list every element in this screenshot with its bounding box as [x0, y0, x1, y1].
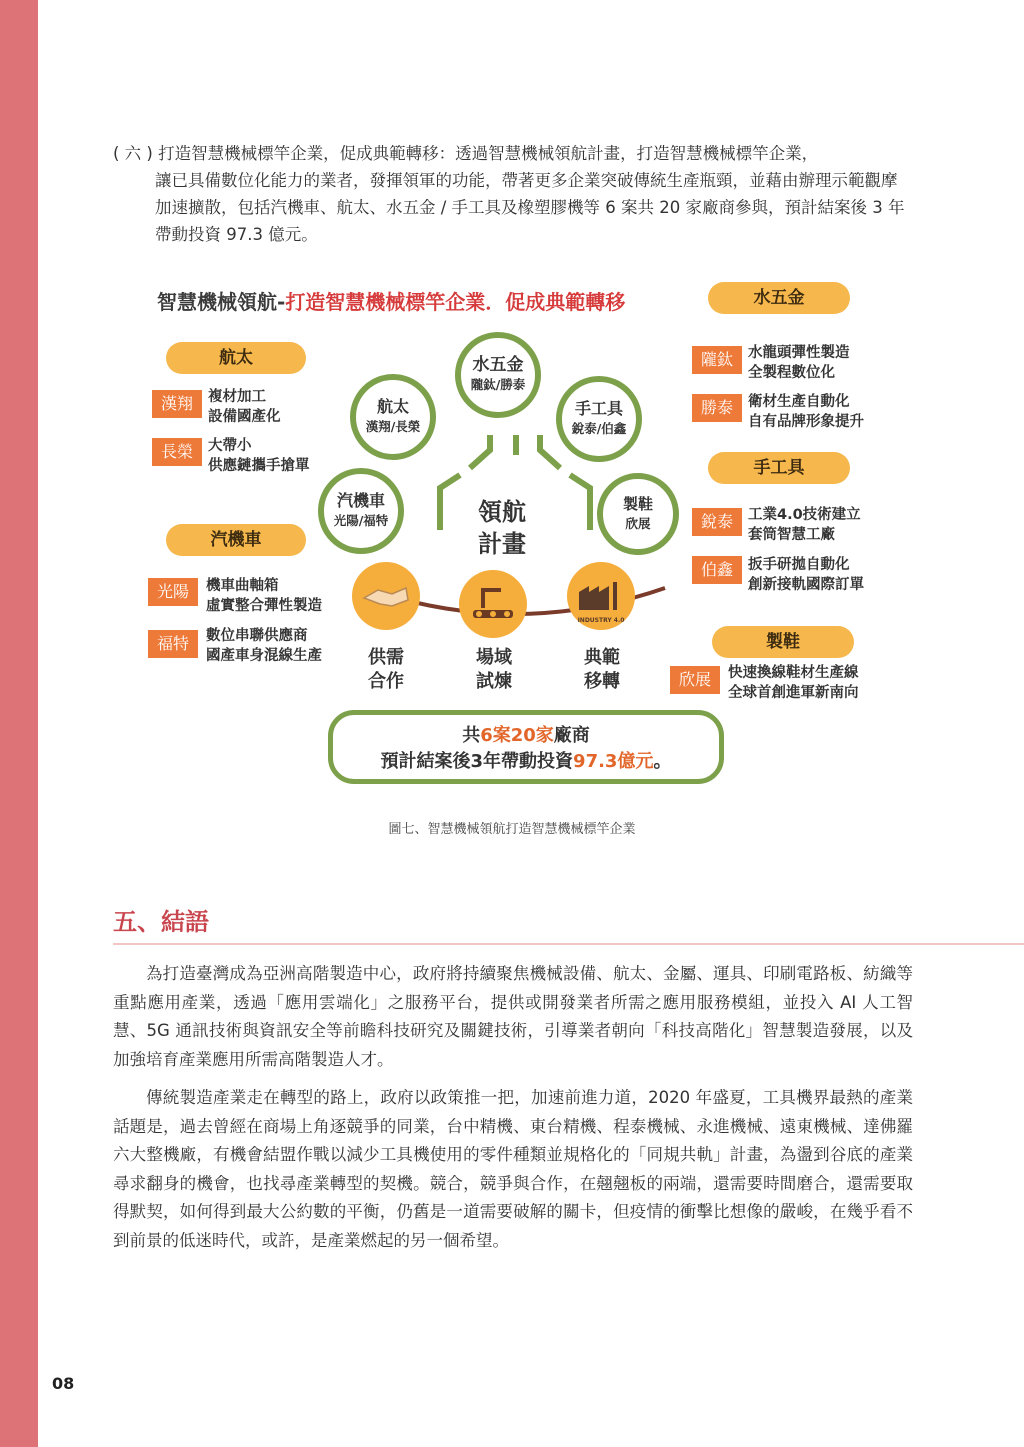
side-color-bar: [0, 0, 38, 1447]
desc-xinzhan: 快速換線鞋材生產線 全球首創進軍新南向: [728, 665, 859, 701]
group-pill-hardware: 水五金: [708, 282, 850, 314]
conclusion-paragraph-1: 為打造臺灣成為亞洲高階製造中心，政府將持續聚焦機械設備、航太、金屬、運具、印刷電路板、紡織等重點應用產業，透過「應用雲端化」之服務平台，提供或開發業者所需之應用服務模組，並投入 AI 人工智慧、5G 通訊技術與資訊安全等前瞻科技研究及關鍵技術，引導業者朝向「科技高階化」智慧製造發展，以及加強培育產業應用所需高階製造人才。: [113, 964, 913, 1069]
handshake-icon: [352, 562, 420, 630]
tag-ruitai: 銳泰: [692, 508, 742, 536]
tag-kymco: 光陽: [148, 578, 198, 606]
ring-hardware: 水五金 隴鈦/勝泰: [455, 332, 541, 418]
section-6-lead: ( 六 ) 打造智慧機械標竿企業，促成典範轉移：透過智慧機械領航計畫，打造智慧機械標竿企業，: [113, 144, 819, 163]
desc-evergreen: 大帶小 供應鏈攜手搶單: [208, 438, 310, 474]
tag-xinzhan: 欣展: [670, 666, 720, 694]
label-model-transfer: 典範 移轉: [584, 647, 620, 692]
svg-text:INDUSTRY 4.0: INDUSTRY 4.0: [577, 617, 625, 624]
label-field-trial: 場域 試煉: [476, 647, 512, 692]
ring-automotive: 汽機車 光陽/福特: [318, 468, 404, 554]
section-6-paragraph: [113, 140, 913, 248]
tag-evergreen: 長榮: [152, 438, 202, 466]
conclusion-paragraph-2: 傳統製造產業走在轉型的路上，政府以政策推一把，加速前進力道，2020 年盛夏，工具機界最熱的產業話題是，過去曾經在商場上角逐競爭的同業，台中精機、東台精機、程泰機械、永進機械、遠東機械、達佛羅六大整機廠，有機會結盟作戰以減少工具機使用的零件種類並規格化的「同規共軌」計畫，為盪到谷底的產業尋求翻身的機會，也找尋產業轉型的契機。競合，競爭與合作，在翹翹板的兩端，還需要時間磨合，還需要取得默契，如何得到最大公約數的平衡，仍舊是一道需要破解的關卡，但疫情的衝擊比想像的嚴峻，在幾乎看不到前景的低迷時代，或許，是產業燃起的另一個希望。: [113, 1088, 913, 1250]
section-divider: [113, 943, 1024, 945]
desc-ford: 數位串聯供應商 國產車身混線生產: [206, 628, 322, 664]
group-pill-automotive: 汽機車: [166, 524, 306, 556]
section-6-body: 讓已具備數位化能力的業者，發揮領軍的功能，帶著更多企業突破傳統生產瓶頸，並藉由辦理示範觀摩加速擴散，包括汽機車、航太、水五金 / 手工具及橡塑膠機等 6 案共 20 家廠商參與，預計結案後 3 年帶動投資 97.3 億元。: [155, 171, 905, 244]
center-label: 領航 計畫: [478, 498, 526, 558]
tag-shengtai: 勝泰: [692, 394, 742, 422]
page-number: 08: [52, 1374, 75, 1393]
group-pill-aerospace: 航太: [166, 342, 306, 374]
ring-footwear: 製鞋 欣展: [597, 473, 679, 555]
figure-title: 智慧機械領航-打造智慧機械標竿企業．促成典範轉移: [157, 290, 626, 314]
desc-hanxiang: 複材加工 設備國產化: [208, 389, 281, 425]
desc-kymco: 機車曲軸箱 虛實整合彈性製造: [206, 578, 322, 614]
label-supply-cooperation: 供需 合作: [368, 647, 404, 692]
tag-hanxiang: 漢翔: [152, 390, 202, 418]
desc-shengtai: 衛材生產自動化 自有品牌形象提升: [748, 394, 864, 430]
tag-longtai: 隴鈦: [692, 346, 742, 374]
desc-longtai: 水龍頭彈性製造 全製程數位化: [748, 345, 850, 381]
ring-hand-tools: 手工具 銳泰/伯鑫: [556, 376, 642, 462]
summary-box: 共6案20家廠商 預計結案後3年帶動投資97.3億元。: [328, 710, 724, 784]
desc-ruitai: 工業4.0技術建立 套筒智慧工廠: [748, 507, 861, 543]
tag-boxin: 伯鑫: [692, 556, 742, 584]
section-5-title: 五、結語: [113, 908, 209, 936]
robot-arm-icon: [459, 570, 527, 638]
factory-icon: [567, 562, 635, 630]
ring-aerospace: 航太 漢翔/長榮: [350, 374, 436, 460]
figure-smart-machinery: [140, 270, 900, 800]
group-pill-hand-tools: 手工具: [708, 452, 850, 484]
tag-ford: 福特: [148, 630, 198, 658]
figure-caption: 圖七、智慧機械領航打造智慧機械標竿企業: [388, 822, 636, 837]
group-pill-footwear: 製鞋: [712, 626, 854, 658]
desc-boxin: 扳手研拋自動化 創新接軌國際訂單: [748, 557, 864, 593]
